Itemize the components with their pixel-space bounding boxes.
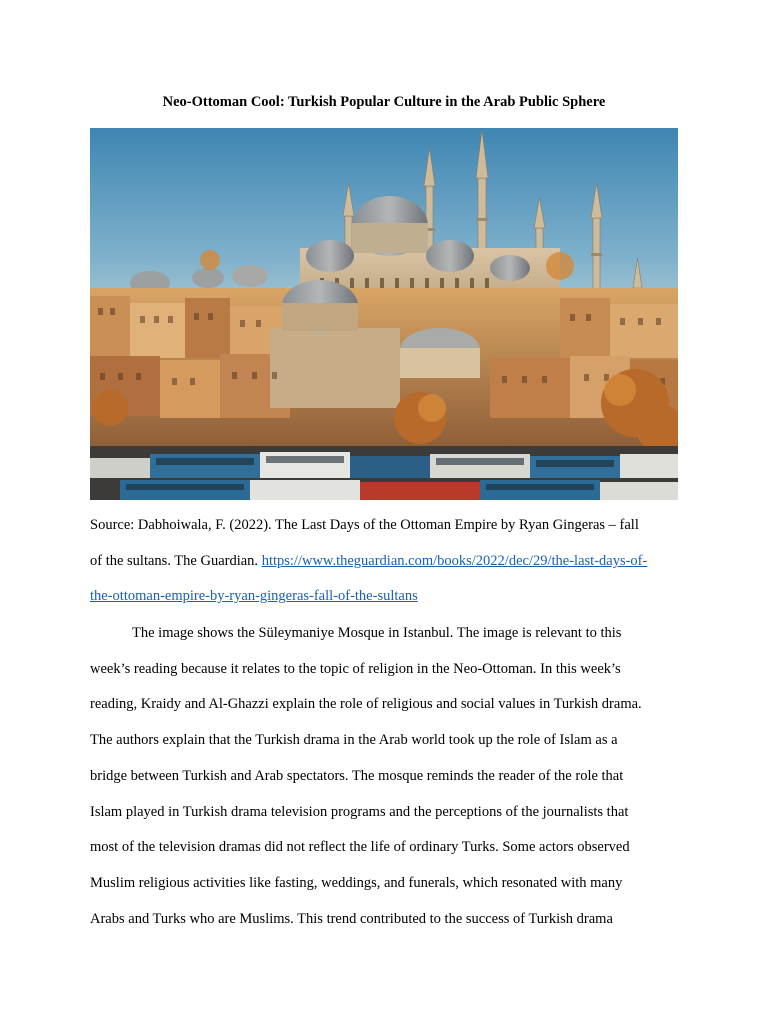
paragraph-line: Arabs and Turks who are Muslims. This trend contributed to the success of Turkish drama	[90, 910, 613, 927]
source-link[interactable]: https://www.theguardian.com/books/2022/dec/29/the-last-days-of-	[261, 552, 648, 569]
paragraph-line: most of the television dramas did not reflect the life of ordinary Turks. Some actors observed	[90, 839, 630, 856]
source-line-1: Source: Dabhoiwala, F. (2022). The Last Days of the Ottoman Empire by Ryan Gingeras – fall	[90, 517, 639, 533]
paragraph-line: bridge between Turkish and Arab spectators. The mosque reminds the reader of the role that	[90, 767, 624, 784]
document-title: Neo-Ottoman Cool: Turkish Popular Culture in the Arab Public Sphere	[162, 94, 606, 110]
body-paragraph	[90, 616, 678, 937]
source-line-3	[90, 579, 678, 615]
source-link-continued[interactable]: the-ottoman-empire-by-ryan-gingeras-fall-of-the-sultans	[90, 588, 418, 605]
paragraph-line: The image shows the Süleymaniye Mosque in Istanbul. The image is relevant to this	[132, 625, 622, 641]
source-publication: of the sultans. The Guardian.	[90, 552, 262, 569]
paragraph-line: Islam played in Turkish drama television programs and the perceptions of the journalists that	[90, 803, 629, 820]
paragraph-line: Muslim religious activities like fasting, weddings, and funerals, which resonated with many	[90, 874, 623, 891]
suleymaniye-mosque-photo	[90, 128, 678, 500]
paragraph-line: week’s reading because it relates to the topic of religion in the Neo-Ottoman. In this week’s	[90, 660, 621, 677]
source-line-2	[90, 544, 678, 580]
image-source-citation	[90, 508, 678, 615]
paragraph-line: The authors explain that the Turkish drama in the Arab world took up the role of Islam as a	[90, 732, 618, 749]
paragraph-line: reading, Kraidy and Al-Ghazzi explain the role of religious and social values in Turkish drama.	[90, 696, 642, 713]
